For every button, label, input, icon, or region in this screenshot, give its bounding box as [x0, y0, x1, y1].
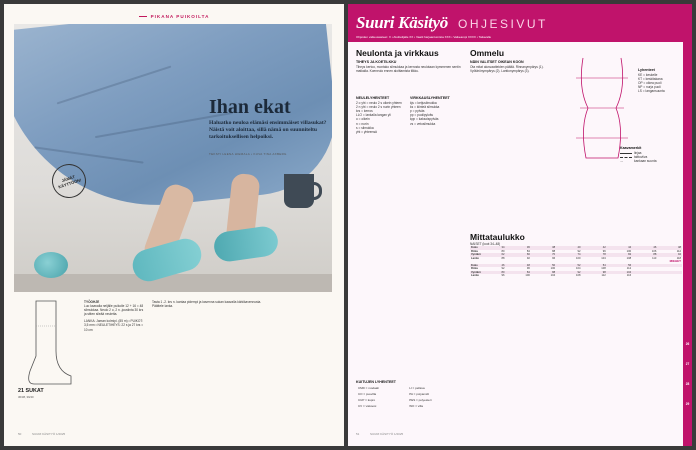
knit-abbreviations: NEULELYHENTEET 2 o yht = neulo 2 s oikein yhteen 2 n yht = neulo 2 s nurin yhteen krs = kerros LLO = lankalla langan yli o = oikein n = nurin s = silmukka yht = yhteensä [356, 96, 402, 134]
left-page [4, 4, 344, 446]
page-number-left: 50 [18, 432, 22, 436]
badge-stamp: JÄMÄT KÄYTTÖÖN! [48, 160, 91, 203]
article-title: Ihan ekat [209, 96, 291, 118]
knitting-section: Neulonta ja virkkaus TIHEYS JA KOETILKKU Tiheys kertoo, montako silmukkaa ja kerrosta neulotaan kymmenen sentin matkalla. Koeneulo ennen aloittamista tilkku. [356, 48, 461, 74]
size-table-section: Mittataulukko NAISET (koot 34–48) Koko 34 36 38 40 42 44 46 48 Rinta 80 84 88 92 96 100 106 112 Vyötärö 62 66 70 74 78 82 88 94 Lantio 88 92 96 100 104 108 113 118 MIEHET Koko 46 48 50 52 54 56 Rinta 92 96 100 104 108 112 Vyötärö 80 84 88 92 98 104 Lantio 96 100 104 108 112 116 [470, 232, 681, 278]
abbreviations-list: Lyhenteet KE = keskelle KT = keskitakana OP = oikea puoli NP = nurja puoli LS = langansuunta [638, 68, 665, 94]
brand-logo: Suuri Käsityö [356, 13, 448, 32]
footer-right: SUURI KÄSITYÖ 1/2025 [370, 432, 404, 436]
difficulty-legend: Ohjeiden vaikeusasteet: X • Aloittelijalle XX • Vaatii harjaantumista XXX • Vaikeampi XXXX • Taitavalle [356, 35, 492, 39]
article-credit: TEKSTI LEENA HIEMALA • KUVA TINA AXBERG [209, 152, 287, 156]
sock-photo [14, 24, 332, 292]
right-page [348, 4, 692, 446]
article-lead: Haluatko neuloa elämäsi ensimmäiset villasukat? Näistä voit aloittaa, sillä nämä on suunniteltu tarkoituksellisen helpoiksi. [209, 120, 327, 140]
instructions-col-1: TYÖOHJE Luo kaavalla neljälle puikolle 12 + 16 = 48 silmukkaa. Neulo 2 o, 2 n -joustinta 30 krs ja sitten sileää neuletta. LANKA: Jaman kolmipl. (85 m) • PUIKOT: 3,5 mm • NEULETIHEYS: 22 s ja 27 krs = 10 cm [84, 300, 144, 332]
pattern-name: 21 SUKAT [18, 388, 44, 394]
pattern-symbols: Kaavamerkit linjaa taittoviiva ↔ kankaan suunta [620, 146, 657, 164]
sock-schematic [16, 296, 76, 386]
section-title: OHJESIVUT [458, 17, 548, 31]
instructions-col-2: Tasta 1 -2. krs n. kantaa pidempi ja kavenna sukan kaavalla kärkikavennusta. Päättele lanka. [152, 300, 262, 309]
pattern-sizes: 36/38, 39/40 [18, 395, 34, 399]
side-tab-strip: 26 27 28 29 [683, 42, 692, 446]
sewing-section: Ommelu NÄIN VALITSET OIKEAN KOON Ota mitat alusvaatteiden päältä. Rinnanympärys (1). Vyötärönympärys (2). Lantionympärys (3). [470, 48, 544, 74]
page-number-right: 51 [356, 432, 360, 436]
fiber-abbreviations: KUITUJEN LYHENTEET CMD = modaali LI = pellava CO = puuvilla PA = polyamidi CUP = kupro PES = polyesteri CV = viskoosi WO = villa [356, 380, 432, 408]
crochet-abbreviations: VIRKKAUSLYHENTEET kjs = ketjusilmukka ks = kiinteä silmukka p = pylväs pp = puolipylväs kpp = kaksoispylväs vs = vetosilmukka [410, 96, 450, 126]
header-banner [348, 4, 692, 42]
yarn-ball [34, 252, 68, 278]
footer-left: SUURI KÄSITYÖ 1/2025 [32, 432, 66, 436]
sock-right [212, 225, 280, 264]
size-table-women: Koko 34 36 38 40 42 44 46 48 Rinta 80 84 88 92 96 100 106 112 Vyötärö 62 66 70 74 78 82 88 94 Lantio 88 92 96 100 104 108 113 118 MIEHET Koko 46 48 50 52 54 56 Rinta 92 96 100 104 108 112 Vyötärö 80 84 88 92 98 104 Lantio 96 100 104 108 112 116 [471, 246, 681, 278]
section-label: PIKANA PUIKOILTA [4, 14, 344, 19]
mug [284, 174, 314, 208]
